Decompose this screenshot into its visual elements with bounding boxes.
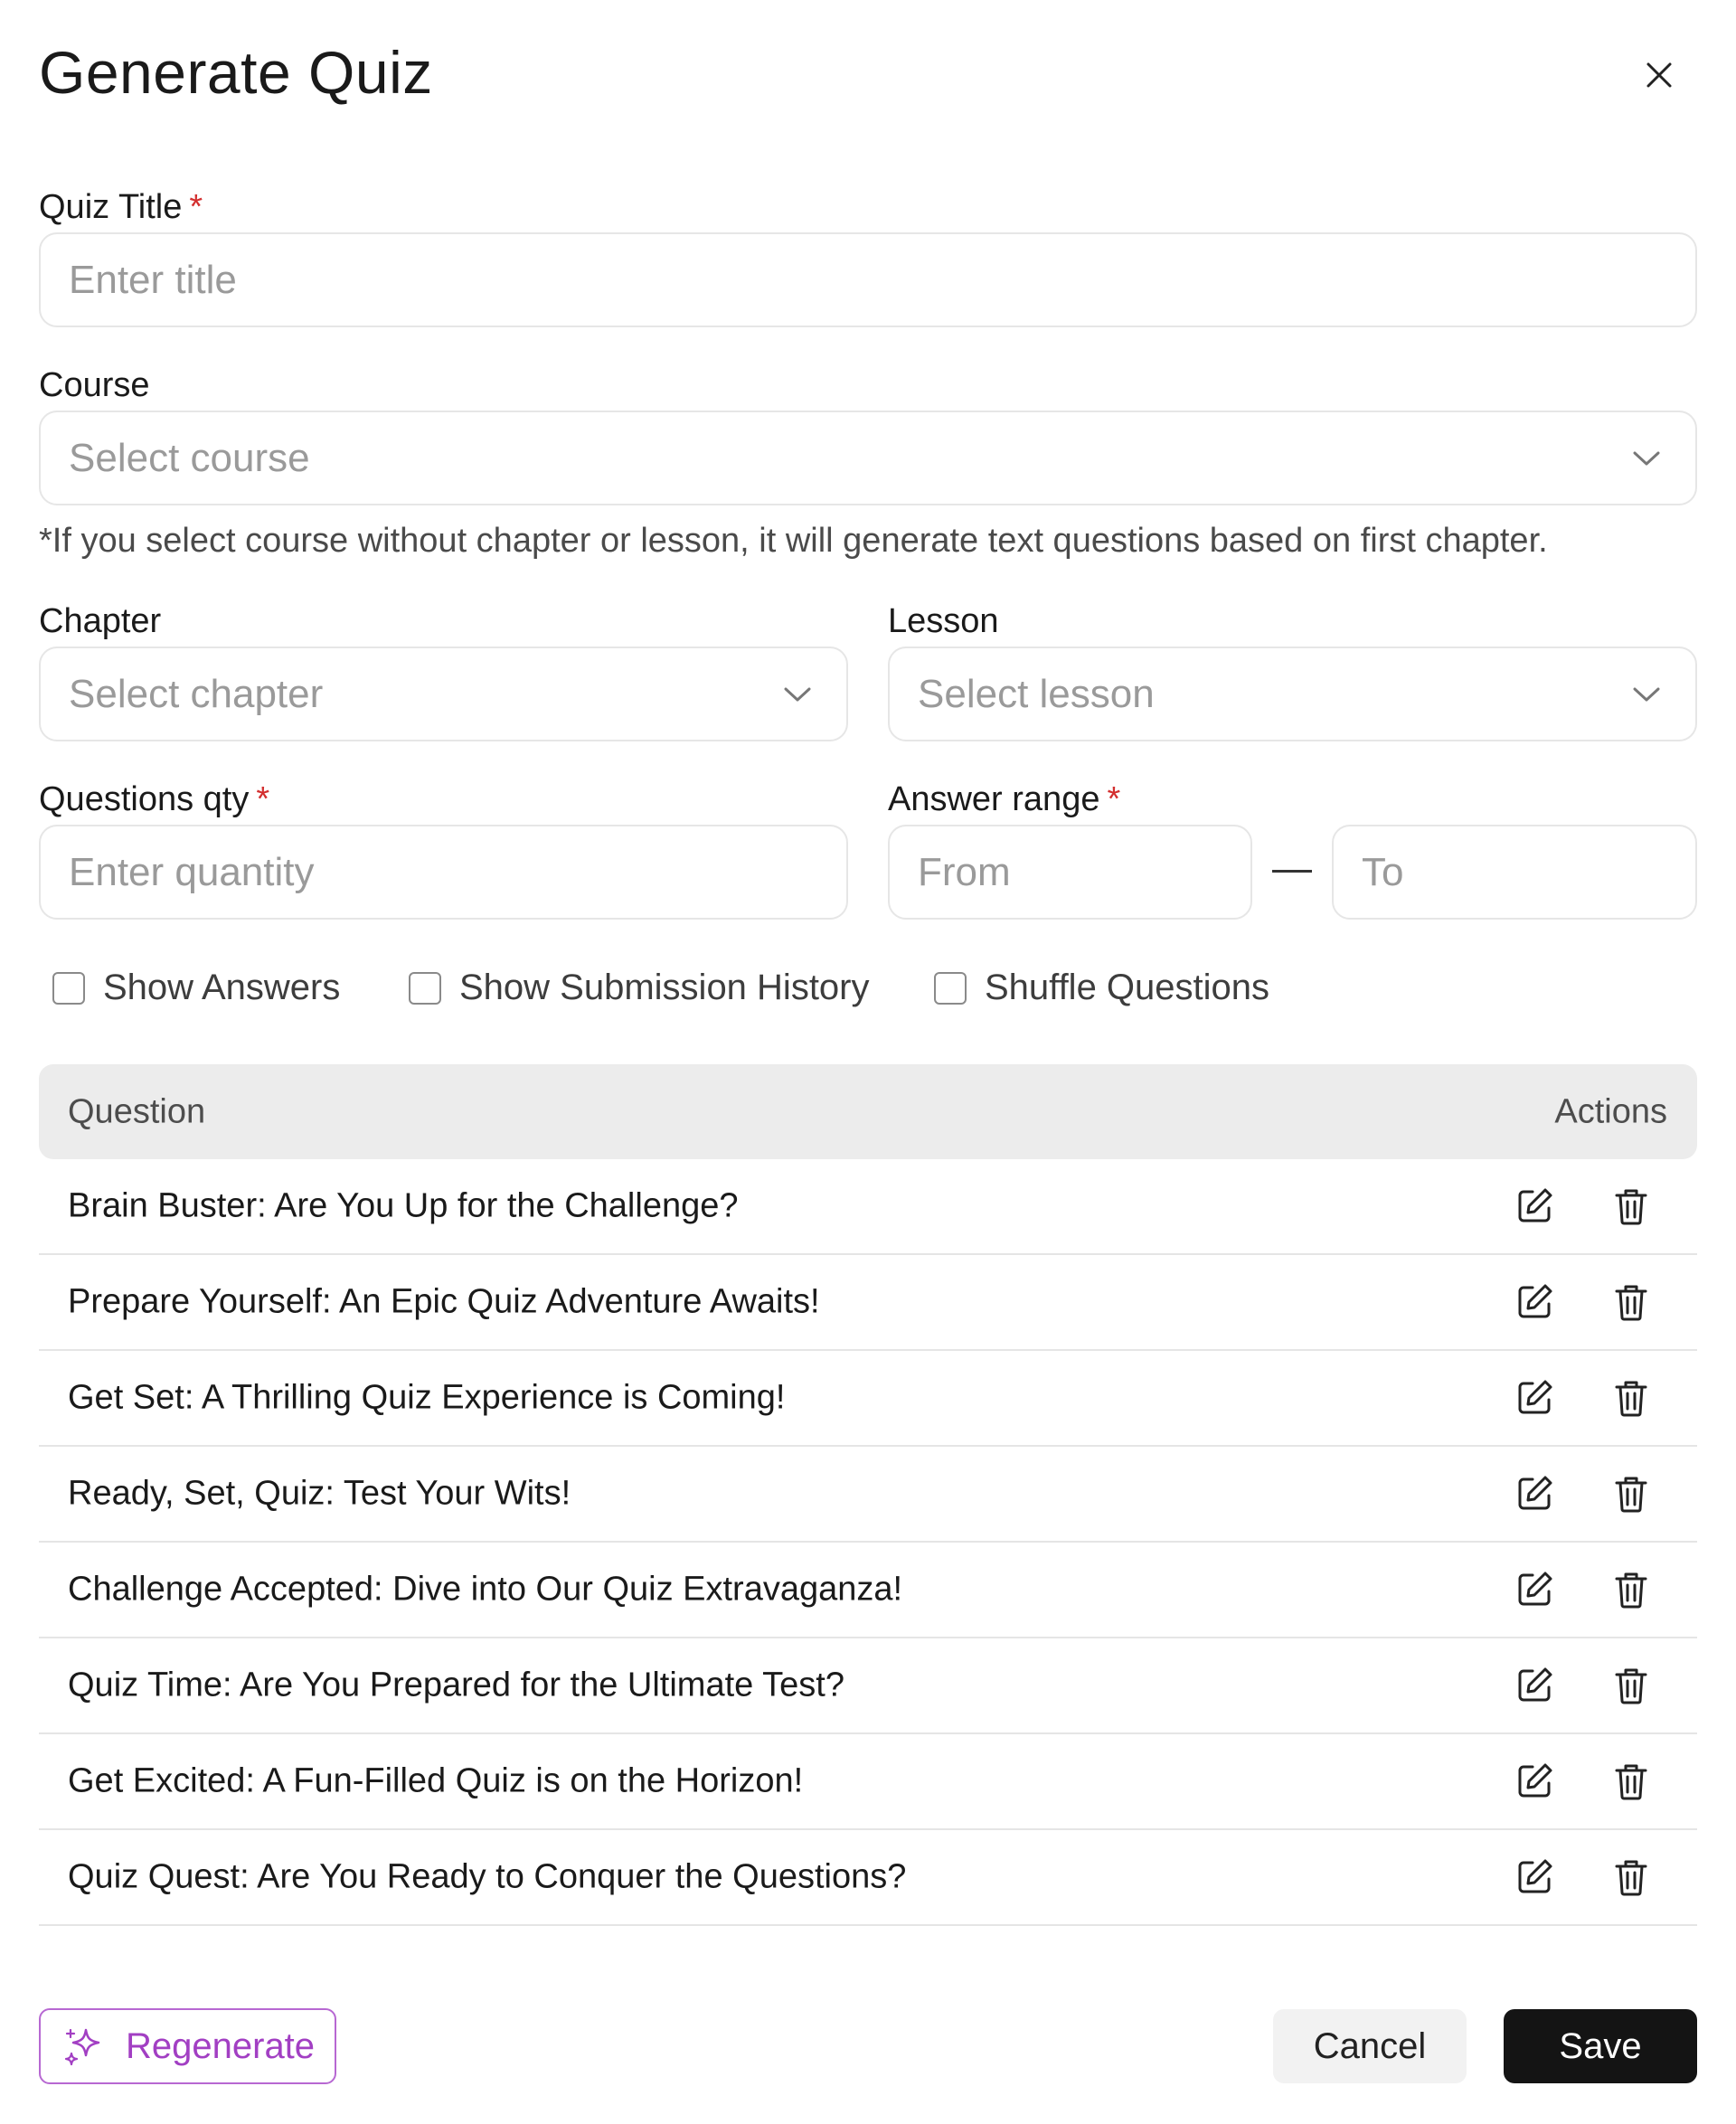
shuffle-questions-checkbox[interactable] xyxy=(934,972,967,1005)
chevron-down-icon xyxy=(1632,685,1661,703)
question-text: Get Set: A Thrilling Quiz Experience is Coming! xyxy=(68,1378,786,1417)
answer-range-to-field[interactable] xyxy=(1332,825,1697,920)
quiz-title-label-text: Quiz Title xyxy=(39,188,183,226)
trash-icon[interactable] xyxy=(1609,1568,1653,1611)
required-mark: * xyxy=(1107,780,1121,818)
answer-range-from-field[interactable] xyxy=(888,825,1252,920)
course-hint: *If you select course without chapter or lesson, it will generate text questions based on first chapter. xyxy=(39,522,1548,560)
chevron-down-icon xyxy=(1632,449,1661,467)
close-button[interactable] xyxy=(1637,52,1682,98)
edit-icon[interactable] xyxy=(1513,1472,1556,1515)
table-row xyxy=(39,1830,1697,1926)
edit-icon[interactable] xyxy=(1513,1664,1556,1707)
questions-table-header xyxy=(39,1064,1697,1159)
lesson-select-placeholder: Select lesson xyxy=(918,671,1155,716)
quiz-title-label xyxy=(39,188,203,227)
answer-range-from-input[interactable] xyxy=(918,826,1250,918)
answer-range-to-input[interactable] xyxy=(1362,826,1695,918)
range-separator xyxy=(1272,870,1312,873)
table-row xyxy=(39,1543,1697,1638)
questions-qty-input[interactable] xyxy=(69,826,846,918)
show-answers-label: Show Answers xyxy=(103,968,341,1007)
cancel-button[interactable]: Cancel xyxy=(1273,2009,1467,2083)
regenerate-button[interactable] xyxy=(39,2008,336,2084)
trash-icon[interactable] xyxy=(1609,1855,1653,1899)
chapter-select[interactable] xyxy=(39,647,848,741)
show-submission-history-checkbox[interactable] xyxy=(409,972,441,1005)
answer-range-label-text: Answer range xyxy=(888,780,1100,818)
show-answers-checkbox[interactable] xyxy=(52,972,85,1005)
show-submission-history-option[interactable] xyxy=(409,968,870,1008)
column-header-question: Question xyxy=(68,1092,206,1130)
questions-qty-label xyxy=(39,780,269,819)
trash-icon[interactable] xyxy=(1609,1472,1653,1515)
dialog-title: Generate Quiz xyxy=(39,39,433,106)
edit-icon[interactable] xyxy=(1513,1376,1556,1420)
save-button[interactable]: Save xyxy=(1504,2009,1697,2083)
chapter-label: Chapter xyxy=(39,602,162,640)
quiz-title-input[interactable] xyxy=(69,234,1695,326)
course-select-placeholder: Select course xyxy=(69,435,310,480)
table-row xyxy=(39,1255,1697,1351)
question-text: Prepare Yourself: An Epic Quiz Adventure Awaits! xyxy=(68,1282,820,1321)
question-text: Get Excited: A Fun-Filled Quiz is on the Horizon! xyxy=(68,1761,804,1800)
question-text: Ready, Set, Quiz: Test Your Wits! xyxy=(68,1474,571,1513)
shuffle-questions-option[interactable] xyxy=(934,968,1269,1008)
edit-icon[interactable] xyxy=(1513,1760,1556,1803)
trash-icon[interactable] xyxy=(1609,1185,1653,1228)
questions-qty-field[interactable] xyxy=(39,825,848,920)
table-row xyxy=(39,1447,1697,1543)
show-answers-option[interactable] xyxy=(52,968,340,1008)
question-text: Quiz Quest: Are You Ready to Conquer the Questions? xyxy=(68,1857,907,1896)
table-row xyxy=(39,1734,1697,1830)
trash-icon[interactable] xyxy=(1609,1376,1653,1420)
edit-icon[interactable] xyxy=(1513,1855,1556,1899)
course-select[interactable] xyxy=(39,411,1697,505)
edit-icon[interactable] xyxy=(1513,1280,1556,1324)
show-submission-history-label: Show Submission History xyxy=(459,968,870,1007)
sparkles-icon xyxy=(62,2025,106,2068)
table-row xyxy=(39,1351,1697,1447)
course-label: Course xyxy=(39,366,150,404)
required-mark: * xyxy=(189,188,203,226)
required-mark: * xyxy=(256,780,270,818)
column-header-actions: Actions xyxy=(1554,1092,1667,1130)
edit-icon[interactable] xyxy=(1513,1568,1556,1611)
lesson-label: Lesson xyxy=(888,602,999,640)
table-row xyxy=(39,1638,1697,1734)
shuffle-questions-label: Shuffle Questions xyxy=(985,968,1270,1007)
question-text: Challenge Accepted: Dive into Our Quiz Extravaganza! xyxy=(68,1570,903,1609)
table-row xyxy=(39,1159,1697,1255)
trash-icon[interactable] xyxy=(1609,1760,1653,1803)
quiz-title-field[interactable] xyxy=(39,232,1697,327)
questions-qty-label-text: Questions qty xyxy=(39,780,250,818)
question-text: Quiz Time: Are You Prepared for the Ultimate Test? xyxy=(68,1666,844,1704)
trash-icon[interactable] xyxy=(1609,1280,1653,1324)
regenerate-label: Regenerate xyxy=(126,2025,316,2066)
chevron-down-icon xyxy=(783,685,812,703)
chapter-select-placeholder: Select chapter xyxy=(69,671,324,716)
close-icon xyxy=(1646,61,1673,89)
trash-icon[interactable] xyxy=(1609,1664,1653,1707)
edit-icon[interactable] xyxy=(1513,1185,1556,1228)
question-text: Brain Buster: Are You Up for the Challenge? xyxy=(68,1186,739,1225)
lesson-select[interactable] xyxy=(888,647,1697,741)
answer-range-label xyxy=(888,780,1120,819)
